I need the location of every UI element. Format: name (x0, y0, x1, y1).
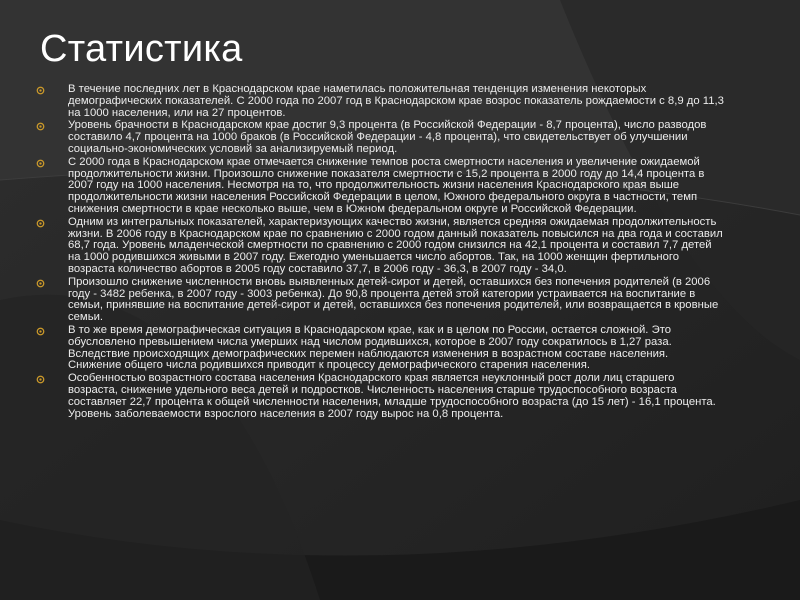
bullet-item (34, 217, 724, 276)
bullet-text: С 2000 года в Краснодарском крае отмечается снижение темпов роста смертности населения и увеличение ожидаемой продолжительности жизни. Произошло снижение показателя смертности с 15,2 процента в 2000 году до 14,4 процента в 2007 году на 1000 населения. Несмотря на то, что продолжительность жизни населения Краснодарского края выше продолжительности жизни населения Российской Федерации в целом, Южного федерального округа в частности, темп снижения смертности в крае несколько выше, чем в Южном федеральном округе и Российской Федерации. (68, 155, 705, 215)
bullet-text: Уровень брачности в Краснодарском крае достиг 9,3 процента (в Российской Федерации - 8,7 процента), число разводов составило 4,7 процента на 1000 браков (в Российской Федерации - 4,8 процента), что свидетельствует об улучшении социально-экономических условий за анализируемый период. (68, 119, 707, 155)
circle-bullet-icon (36, 159, 45, 168)
circle-bullet-icon (36, 279, 45, 288)
circle-bullet-icon (36, 122, 45, 131)
circle-bullet-icon (36, 219, 45, 228)
circle-bullet-icon (36, 86, 45, 95)
bullet-item (34, 277, 724, 324)
bullet-item (34, 84, 724, 119)
page-title: Статистика (40, 28, 243, 70)
bullet-item (34, 373, 724, 420)
bullet-text: В течение последних лет в Краснодарском крае наметилась положительная тенденция изменения некоторых демографических показателей. С 2000 года по 2007 год в Краснодарском крае возрос показатель рождаемости с 8,9 до 11,3 на 1000 населения, или на 27 процентов. (68, 83, 724, 119)
bullet-item (34, 325, 724, 372)
bullet-text: Одним из интегральных показателей, характеризующих качество жизни, является средняя ожидаемая продолжительность жизни. В 2006 году в Краснодарском крае по сравнению с 2000 годом данный показатель повысился на два года и составил 68,7 года. Уровень младенческой смертности по сравнению с 2000 годом снизился на 42,1 процента и составил 7,7 детей на 1000 родившихся живыми в 2007 году. Ежегодно уменьшается число абортов. Так, на 1000 женщин фертильного возраста количество абортов в 2005 году составило 37,7, в 2006 году - 36,3, в 2007 году - 34,0. (68, 215, 723, 275)
bullet-item (34, 157, 724, 216)
bullet-text: В то же время демографическая ситуация в Краснодарском крае, как и в целом по России, остается сложной. Это обусловлено превышением числа умерших над числом родившихся, которое в 2007 году сократилось в 1,27 раза. Вследствие происходящих демографических перемен наблюдаются изменения в возрастном составе населения. Снижение общего числа родившихся приводит к процессу демографического старения населения. (68, 323, 672, 372)
bullet-item (34, 120, 724, 155)
circle-bullet-icon (36, 327, 45, 336)
bullet-text: Особенностью возрастного состава населения Краснодарского края является неуклонный рост доли лиц старшего возраста, снижение удельного веса детей и подростков. Численность населения старше трудоспособного возраста составляет 22,7 процента к общей численности населения, младше трудоспособного возраста (до 15 лет) - 16,1 процента. Уровень заболеваемости взрослого населения в 2007 году вырос на 0,8 процента. (68, 372, 716, 420)
circle-bullet-icon (36, 375, 45, 384)
bullet-text: Произошло снижение численности вновь выявленных детей-сирот и детей, оставшихся без попечения родителей (в 2006 году - 3482 ребенка, в 2007 году - 3003 ребенка). До 90,8 процента детей этой категории устраивается на воспитание в семьи, принявшие на воспитание детей-сирот и детей, оставшихся без попечения родителей, или возвращается в кровные семьи. (68, 275, 719, 324)
bullet-list (34, 84, 724, 421)
